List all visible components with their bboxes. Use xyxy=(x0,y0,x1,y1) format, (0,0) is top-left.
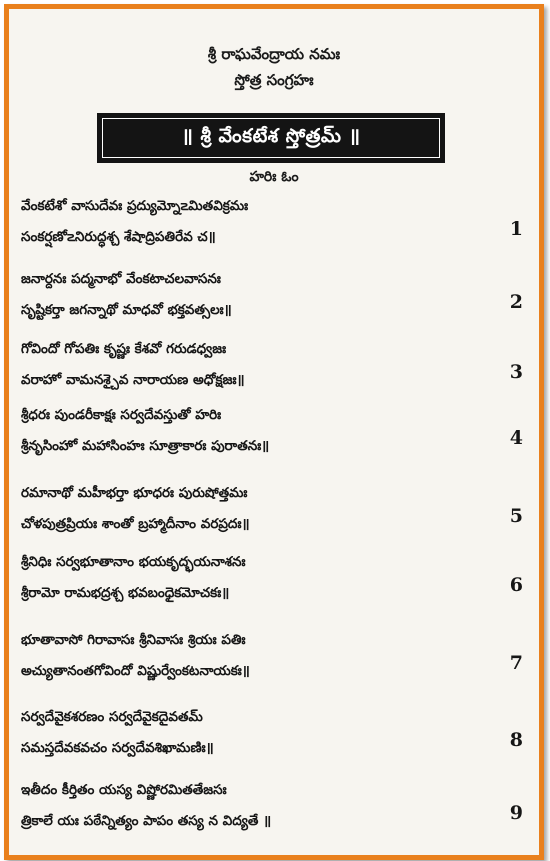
verse-line: త్రికాలే యః పఠేన్నిత్యం పాపం తస్య న విద్యతే ॥ xyxy=(21,813,272,829)
verse-line: సమస్తదేవకవచం సర్వదేవశిఖామణిః॥ xyxy=(21,740,214,756)
verse-line: శ్రీనిధిః సర్వభూతానాం భయకృద్భయనాశనః xyxy=(21,554,246,570)
verse-line: చోళపుత్రప్రియః శాంతో బ్రహ్మాదీనాం వరప్రదః॥ xyxy=(21,516,250,532)
verse-number: 1 xyxy=(509,218,523,240)
verse-line: సంకర్షణో౽నిరుద్ధశ్చ శేషాద్రిపతిరేవ చ॥ xyxy=(21,229,216,245)
verse-number: 9 xyxy=(509,802,523,824)
verse-number: 7 xyxy=(509,652,523,674)
stotram-title-banner xyxy=(97,113,445,163)
verse-number: 8 xyxy=(509,729,523,751)
verse-line: శ్రీరామో రామభద్రశ్చ భవబంధైకమోచకః॥ xyxy=(21,585,230,601)
verse-line: సర్వదేవైకశరణం సర్వదేవైకదైవతమ్ xyxy=(21,709,203,725)
verse-line: రమానాథో మహీభర్తా భూధరః పురుషోత్తమః xyxy=(21,485,248,501)
page-frame xyxy=(4,4,544,860)
stotram-title: ॥ శ్రీ వేంకటేశ స్తోత్రమ్ ॥ xyxy=(181,124,361,147)
verse-number: 6 xyxy=(509,574,523,596)
verse-number: 3 xyxy=(509,361,523,383)
invocation-heading: శ్రీ రాఘవేంద్రాయ నమః xyxy=(207,45,341,63)
verse-line: ఇతీదం కీర్తితం యస్య విష్ణోరమితతేజసః xyxy=(21,782,227,798)
verse-line: శ్రీధరః పుండరీకాక్షః సర్వదేవస్తుతో హరిః xyxy=(21,407,222,423)
verse-line: శ్రీనృసింహో మహాసింహః సూత్రాకారః పురాతనః॥ xyxy=(21,438,270,454)
verse-number: 2 xyxy=(509,291,523,313)
collection-subtitle: స్తోత్ర సంగ్రహః xyxy=(234,71,314,89)
verse-line: గోవిందో గోపతిః కృష్ణః కేశవో గరుడధ్వజః xyxy=(21,341,227,357)
verse-line: వేంకటేశో వాసుదేవః ప్రద్యుమ్నో౽మితవిక్రమః xyxy=(21,198,249,214)
verse-line: భూతావాసో గిరావాసః శ్రీనివాసః శ్రియః పతిః xyxy=(21,632,246,648)
verse-number: 4 xyxy=(509,427,523,449)
verse-line: వరాహో వామనశ్చైవ నారాయణ అధోక్షజః॥ xyxy=(21,372,245,388)
hari-om-line: హరిః ఓం xyxy=(249,169,299,185)
page-content xyxy=(19,9,529,855)
verse-line: అచ్యుతానంతగోవిందో విష్ణుర్వేంకటనాయకః॥ xyxy=(21,663,250,679)
verse-number: 5 xyxy=(509,505,523,527)
verse-line: సృష్టికర్తా జగన్నాథో మాధవో భక్తవత్సలః॥ xyxy=(21,302,232,318)
verse-line: జనార్దనః పద్మనాభో వేంకటాచలవాసనః xyxy=(21,271,221,287)
